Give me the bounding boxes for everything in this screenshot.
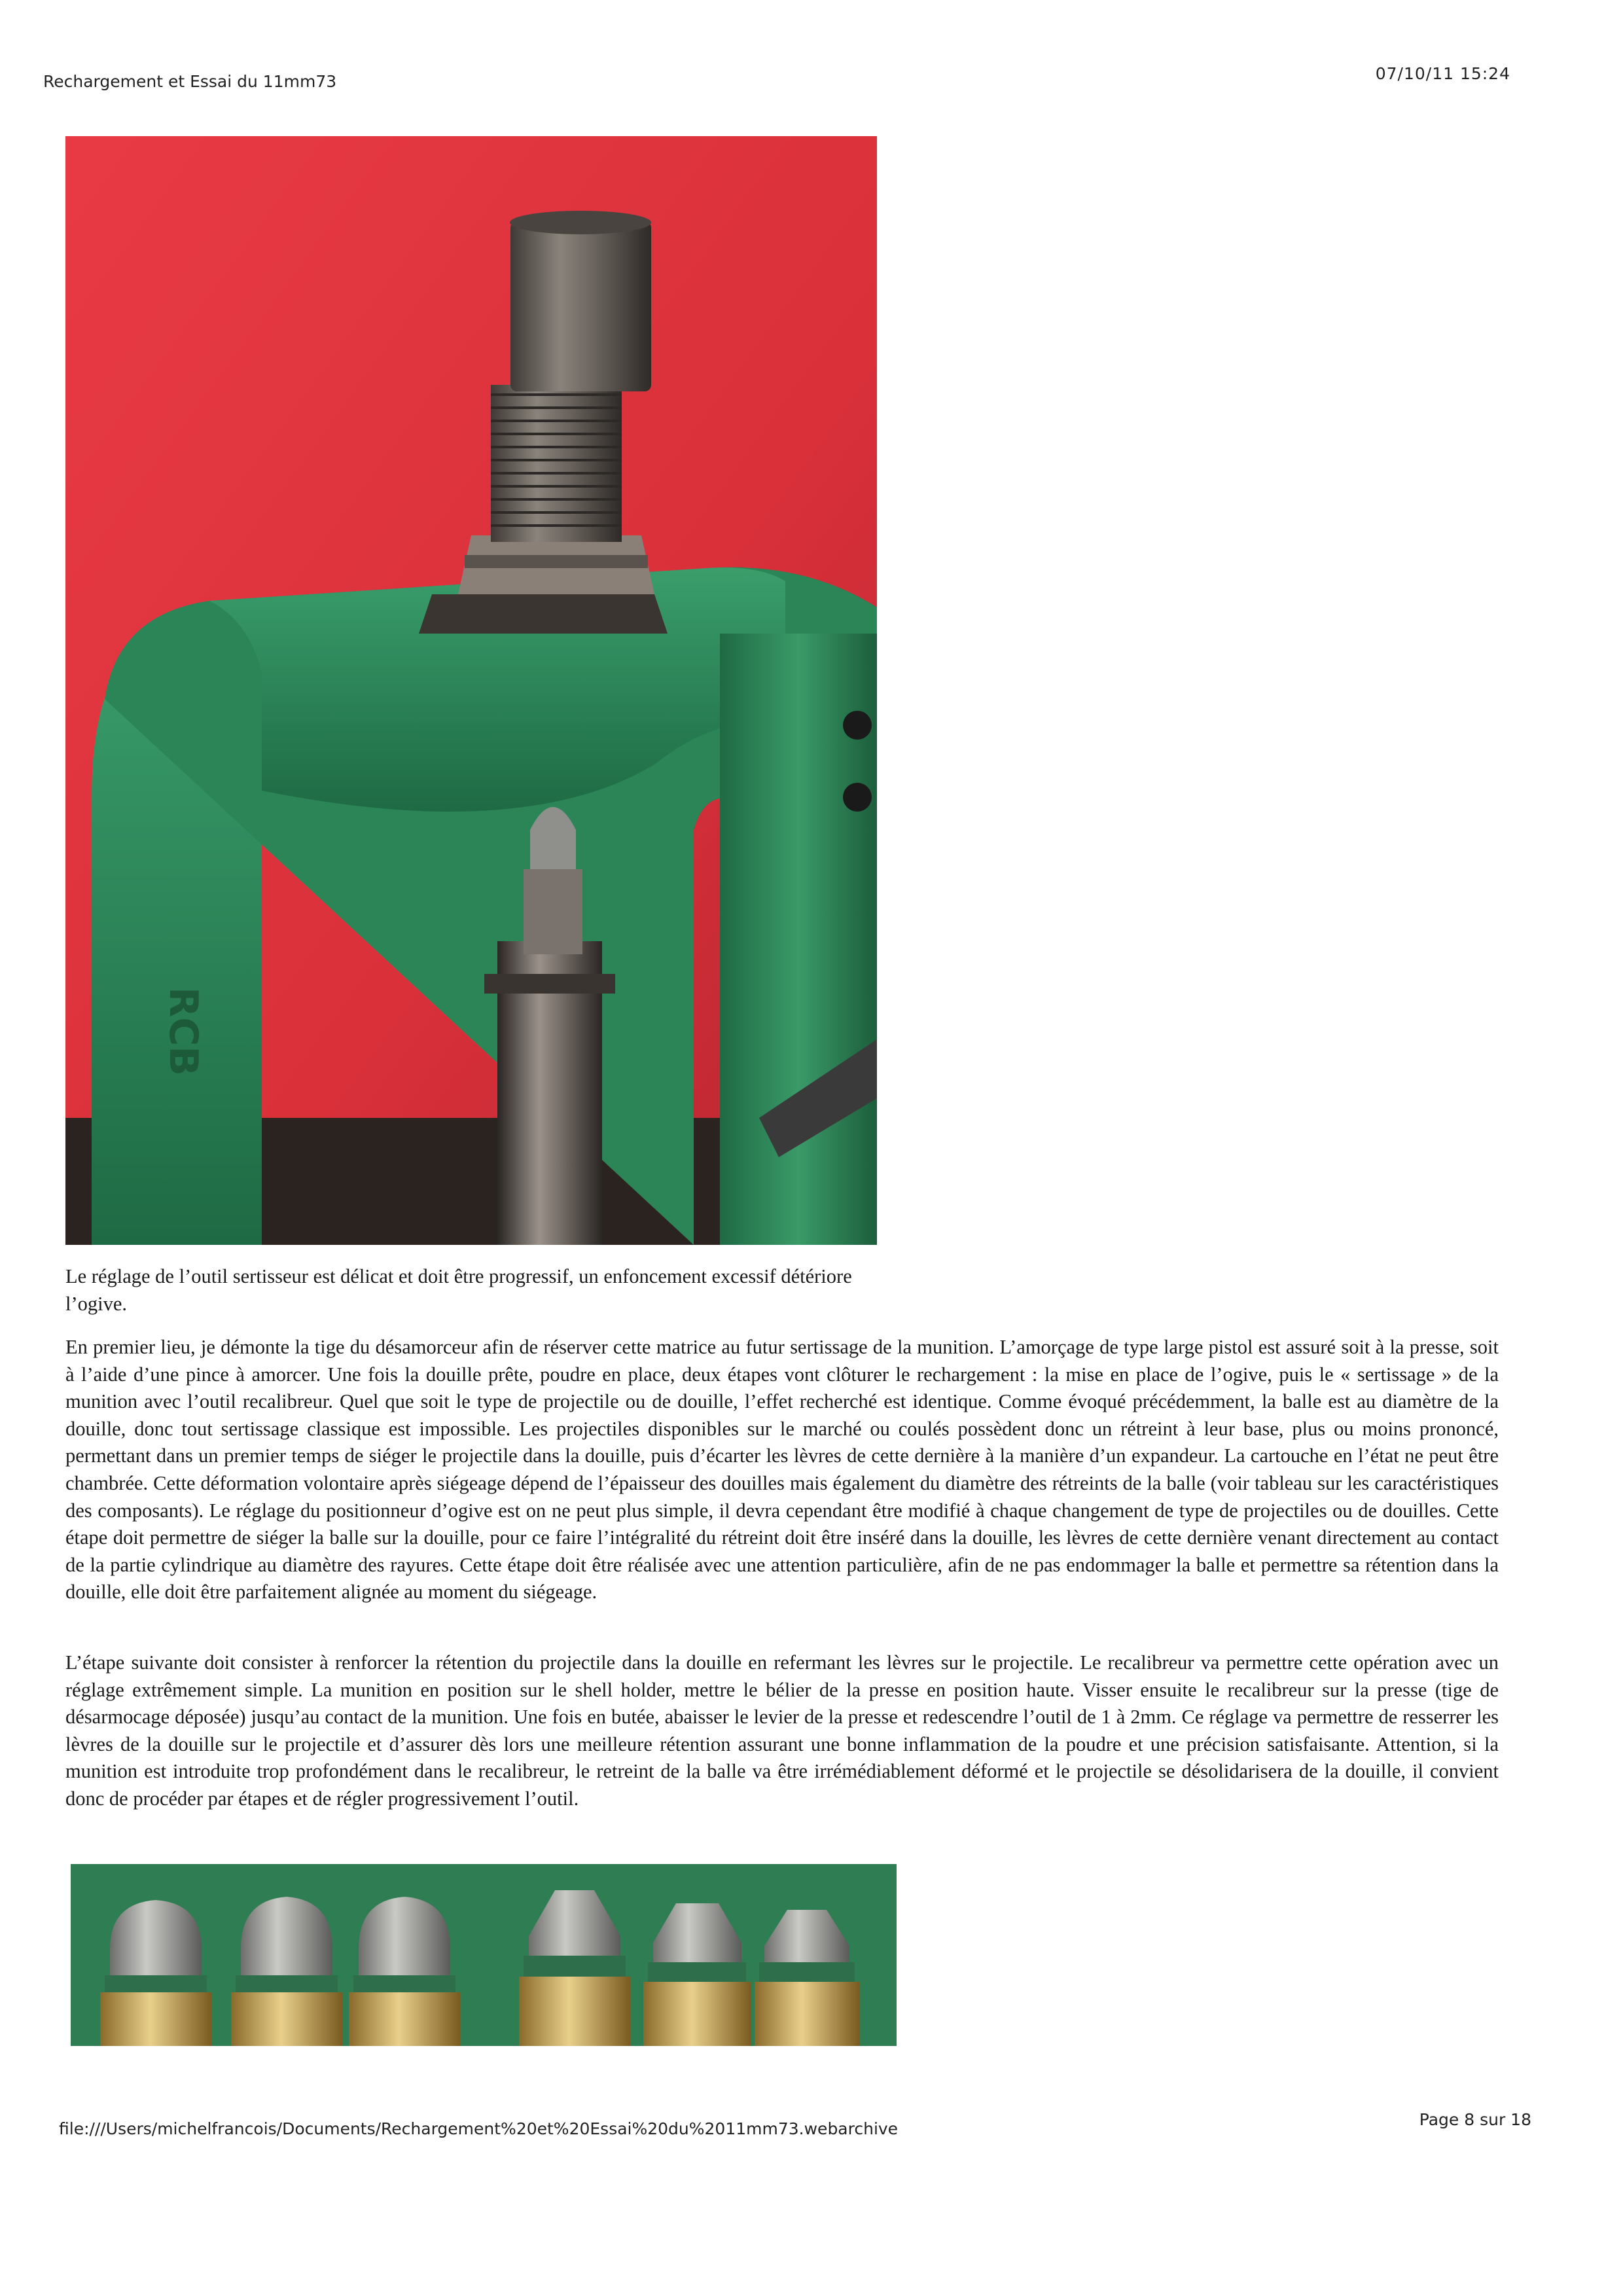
header-datetime: 07/10/11 15:24 <box>1375 64 1510 83</box>
cartridge-3 <box>349 1897 460 2046</box>
header-title: Rechargement et Essai du 11mm73 <box>43 72 337 91</box>
paragraph-2: L’étape suivante doit consister à renforcer la rétention du projectile dans la douille en refermant les lèvres sur le projectile. Le recalibreur va permettre cette opération avec un réglage extrêmement simple. La munition en position sur le shell holder, mettre le bélier de la presse en position haute. Visser ensuite le recalibreur sur la presse (tige de désarmocage déposée) jusqu’au contact de la munition. Une fois en butée, abaisser le levier de la presse et redescendre l’outil de 1 à 2mm. Ce réglage va permettre de resserrer les lèvres de la douille sur le projectile et d’assurer dès lors une meilleure rétention assurant une bonne inflammation de la poudre et une précision satisfaisante. Attention, si la munition est introduite trop profondément dans le recalibreur, le retreint de la balle va être irrémédiablement déformé et le projectile se désolidarisera de la douille, il convient donc de procéder par étapes et de régler progressivement l’outil. <box>65 1651 1499 1810</box>
footer-file-url: file:///Users/michelfrancois/Documents/Rechargement%20et%20Essai%20du%2011mm73.webarchive <box>59 2119 899 2138</box>
cartridges-photo <box>71 1864 897 2046</box>
photo-caption: Le réglage de l’outil sertisseur est délicat et doit être progressif, un enfoncement excessif détériore l’ogive. <box>65 1265 852 1315</box>
reloading-press-photo <box>65 136 877 1245</box>
paragraph-1: En premier lieu, je démonte la tige du désamorceur afin de réserver cette matrice au futur sertissage de la munition. L’amorçage de type large pistol est assuré soit à la presse, soit à l’aide d’une pince à amorcer. Une fois la douille prête, poudre en place, deux étapes vont clôturer le rechargement : la mise en place de l’ogive, puis le « sertissage » de la munition avec l’outil recalibreur. Quel que soit le type de projectile ou de douille, l’effet recherché est identique. Comme évoqué précédemment, la balle est au diamètre de la douille, donc tout sertissage classique est impossible. Les projectiles disponibles sur le marché ou coulés possèdent donc un rétreint à leur base, plus ou moins prononcé, permettant dans un premier temps de siéger le projectile dans la douille, puis d’écarter les lèvres de cette dernière à la manière d’un expandeur. La cartouche en l’état ne peut être chambrée. Cette déformation volontaire après siégeage dépend de l’épaisseur des douilles mais également du diamètre des rétreints de la balle (voir tableau sur les caractéristiques des composants). Le réglage du positionneur d’ogive est on ne peut plus simple, il devra cependant être modifié à chaque changement de type de projectiles ou de douilles. Cette étape doit permettre de siéger la balle sur la douille, pour ce faire l’intégralité du rétreint doit être inséré dans la douille, les lèvres de cette dernière venant directement au contact de la partie cylindrique au diamètre des rayures. Cette étape doit être réalisée avec une attention particulière, afin de ne pas endommager la balle et permettre sa rétention dans la douille, elle doit être parfaitement alignée au moment du siégeage. <box>65 1336 1499 1604</box>
cartridge-2 <box>231 1897 342 2046</box>
footer-page-number: Page 8 sur 18 <box>1419 2110 1531 2129</box>
cartridge-1 <box>100 1900 211 2046</box>
frame-marking: RCB <box>160 987 206 1076</box>
